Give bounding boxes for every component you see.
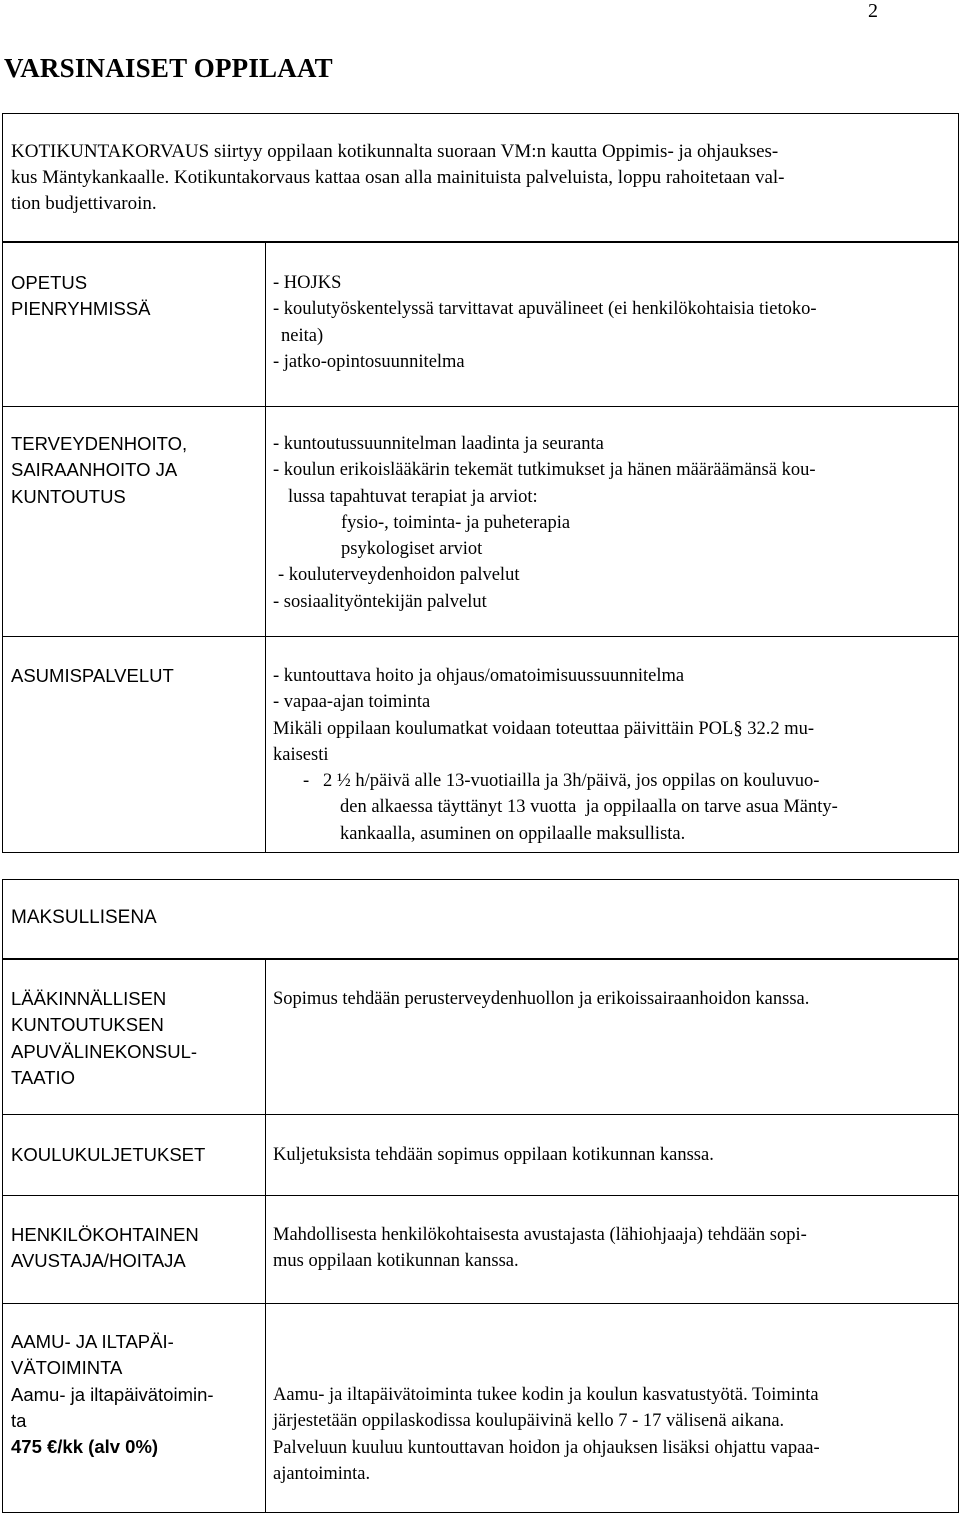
paid-services-table xyxy=(2,959,959,1513)
row-content xyxy=(266,243,959,407)
row-label xyxy=(3,1115,266,1196)
label-line: OPETUS xyxy=(11,272,88,293)
label-line: KUNTOUTUS xyxy=(11,485,126,507)
content-line: - vapaa-ajan toiminta xyxy=(273,692,431,713)
label-line: ASUMISPALVELUT xyxy=(11,665,174,686)
content-line: - sosiaalityöntekijän palvelut xyxy=(273,591,487,612)
row-label xyxy=(3,1196,266,1304)
content-line: - kuntoutussuunnitelman laadinta ja seuranta xyxy=(273,434,604,454)
row-label xyxy=(3,637,266,853)
content-line: den alkaessa täyttänyt 13 vuotta ja oppilaalla on tarve asua Mänty- xyxy=(340,797,838,818)
row-content xyxy=(266,960,959,1115)
intro-box xyxy=(2,113,959,242)
content-line: - jatko-opintosuunnitelma xyxy=(273,351,465,372)
label-line: HENKILÖKOHTAINEN xyxy=(11,1224,199,1245)
content-line: Palveluun kuuluu kuntouttavan hoidon ja ohjauksen lisäksi ohjattu vapaa- xyxy=(273,1437,820,1458)
content-line: - kouluterveydenhoidon palvelut xyxy=(278,565,520,586)
table-row xyxy=(3,1196,959,1304)
label-line: PIENRYHMISSÄ xyxy=(11,298,151,320)
services-table xyxy=(2,242,959,853)
intro-line: tion budjettivaroin. xyxy=(11,193,157,214)
label-line: VÄTOIMINTA xyxy=(11,1357,123,1379)
label-line: KOULUKULJETUKSET xyxy=(11,1144,206,1165)
content-line: Mikäli oppilaan koulumatkat voidaan toteuttaa päivittäin POL§ 32.2 mu- xyxy=(273,718,815,739)
label-line: TAATIO xyxy=(11,1066,76,1088)
intro-line: kus Mäntykankaalle. Kotikuntakorvaus kattaa osan alla mainituista palveluista, loppu rahoitetaan val- xyxy=(11,167,785,188)
content-line: - kuntouttava hoito ja ohjaus/omatoimisuussuunnitelma xyxy=(273,666,685,686)
content-line: ajantoiminta. xyxy=(273,1463,371,1484)
content-line: neita) xyxy=(281,325,324,346)
row-label xyxy=(3,243,266,407)
content-line: fysio-, toiminta- ja puheterapia xyxy=(341,512,571,533)
label-line: AAMU- JA ILTAPÄI- xyxy=(11,1331,174,1352)
content-line: - koulun erikoislääkärin tekemät tutkimukset ja hänen määräämänsä kou- xyxy=(273,460,816,481)
intro-text xyxy=(11,139,946,217)
price-label: 475 €/kk (alv 0%) xyxy=(11,1436,159,1458)
row-content xyxy=(266,407,959,637)
intro-line: KOTIKUNTAKORVAUS siirtyy oppilaan kotikunnalta suoraan VM:n kautta Oppimis- ja ohjaukses- xyxy=(11,141,779,162)
content-line: Aamu- ja iltapäivätoiminta tukee kodin ja koulun kasvatustyötä. Toiminta xyxy=(273,1385,819,1405)
table-row xyxy=(3,637,959,853)
label-line: APUVÄLINEKONSUL- xyxy=(11,1040,198,1062)
table-row xyxy=(3,1304,959,1513)
content-line: Kuljetuksista tehdään sopimus oppilaan kotikunnan kanssa. xyxy=(273,1145,714,1165)
content-line: - 2 ½ h/päivä alle 13-vuotiailla ja 3h/päivä, jos oppilas on kouluvuo- xyxy=(303,771,820,792)
content-line: lussa tapahtuvat terapiat ja arviot: xyxy=(288,486,538,507)
content-line: mus oppilaan kotikunnan kanssa. xyxy=(273,1251,519,1272)
row-label xyxy=(3,1304,266,1513)
section-title: MAKSULLISENA xyxy=(11,907,157,928)
table-row xyxy=(3,1115,959,1196)
label-line: ta xyxy=(11,1409,27,1431)
content-line: Mahdollisesta henkilökohtaisesta avustajasta (lähiohjaaja) tehdään sopi- xyxy=(273,1225,807,1245)
table-row xyxy=(3,960,959,1115)
label-line: TERVEYDENHOITO, xyxy=(11,433,188,454)
content-line: - koulutyöskentelyssä tarvittavat apuvälineet (ei henkilökohtaisia tietoko- xyxy=(273,299,817,320)
content-line: kankaalla, asuminen on oppilaalle maksullista. xyxy=(340,823,686,844)
table-row xyxy=(3,243,959,407)
label-line: SAIRAANHOITO JA xyxy=(11,459,178,481)
row-label xyxy=(3,960,266,1115)
row-content xyxy=(266,1115,959,1196)
label-line: LÄÄKINNÄLLISEN xyxy=(11,988,167,1009)
content-line: - HOJKS xyxy=(273,273,342,293)
label-line: KUNTOUTUKSEN xyxy=(11,1014,164,1036)
maksullisena-box xyxy=(2,879,959,959)
row-content xyxy=(266,1196,959,1304)
label-line: Aamu- ja iltapäivätoimin- xyxy=(11,1383,214,1405)
row-content xyxy=(266,1304,959,1513)
content-line: Sopimus tehdään perusterveydenhuollon ja erikoissairaanhoidon kanssa. xyxy=(273,989,810,1009)
table-row xyxy=(3,407,959,637)
content-line: järjestetään oppilaskodissa koulupäivinä kello 7 - 17 välisenä aikana. xyxy=(273,1411,785,1432)
page-title: VARSINAISET OPPILAAT xyxy=(4,53,333,83)
content-line: kaisesti xyxy=(273,744,329,765)
row-label xyxy=(3,407,266,637)
row-content xyxy=(266,637,959,853)
content-line: psykologiset arviot xyxy=(341,539,483,560)
page-number: 2 xyxy=(868,0,878,22)
label-line: AVUSTAJA/HOITAJA xyxy=(11,1250,186,1272)
